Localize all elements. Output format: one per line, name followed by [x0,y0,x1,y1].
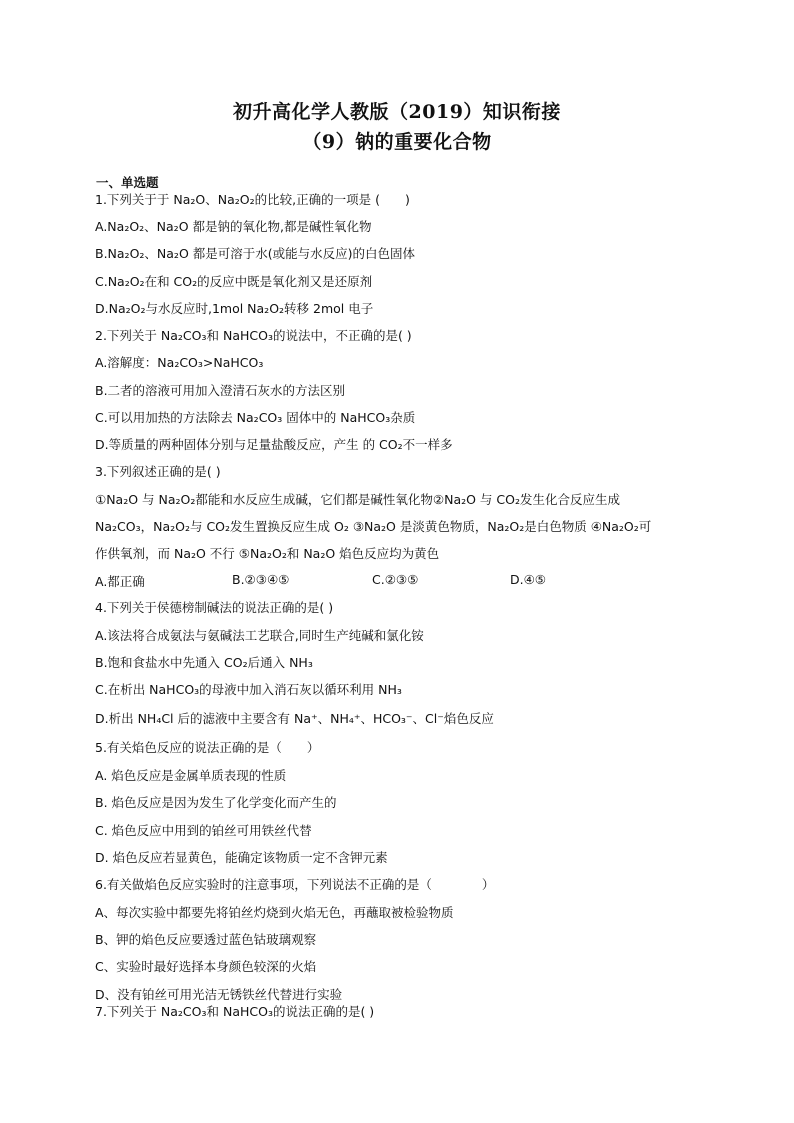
q1-stem: 1.下列关于于 Na₂O、Na₂O₂的比较,正确的一项是 ( ) [95,192,410,207]
q2-stem: 2.下列关于 Na₂CO₃和 NaHCO₃的说法中，不正确的是( ) [95,328,412,343]
q5-option-a: A. 焰色反应是金属单质表现的性质 [95,768,287,783]
q2-option-b: B.二者的溶液可用加入澄清石灰水的方法区别 [95,383,346,398]
q5-option-d: D. 焰色反应若显黄色，能确定该物质一定不含钾元素 [95,850,388,865]
q4-option-c: C.在析出 NaHCO₃的母液中加入消石灰以循环利用 NH₃ [95,682,402,697]
q5-stem: 5.有关焰色反应的说法正确的是（ ） [95,740,320,755]
q3-option-b: B.②③④⑤ [232,572,290,587]
q3-text-line-2: Na₂CO₃，Na₂O₂与 CO₂发生置换反应生成 O₂ ③Na₂O 是淡黄色物质，Na₂O₂是白色物质 ④Na₂O₂可 [95,519,652,534]
q3-option-a: A.都正确 [95,574,145,589]
q5-option-b: B. 焰色反应是因为发生了化学变化而产生的 [95,795,337,810]
q3-option-c: C.②③⑤ [372,572,419,587]
q4-stem: 4.下列关于侯德榜制碱法的说法正确的是( ) [95,600,334,615]
q1-option-d: D.Na₂O₂与水反应时,1mol Na₂O₂转移 2mol 电子 [95,301,374,316]
q1-option-c: C.Na₂O₂在和 CO₂的反应中既是氧化剂又是还原剂 [95,274,373,289]
q6-stem: 6.有关做焰色反应实验时的注意事项，下列说法不正确的是（ ） [95,877,495,892]
q3-text-line-1: ①Na₂O 与 Na₂O₂都能和水反应生成碱，它们都是碱性氧化物②Na₂O 与 CO₂发生化合反应生成 [95,492,620,507]
title-line-2: （9）钠的重要化合物 [302,131,492,153]
q3-option-d: D.④⑤ [510,572,547,587]
q6-option-d: D、没有铂丝可用光洁无锈铁丝代替进行实验 [95,987,343,1002]
q2-option-c: C.可以用加热的方法除去 Na₂CO₃ 固体中的 NaHCO₃杂质 [95,410,416,425]
q5-option-c: C. 焰色反应中用到的铂丝可用铁丝代替 [95,823,312,838]
q4-option-a: A.该法将合成氨法与氨碱法工艺联合,同时生产纯碱和氯化铵 [95,628,424,643]
q2-option-d: D.等质量的两种固体分别与足量盐酸反应，产生 的 CO₂不一样多 [95,437,453,452]
q6-option-c: C、实验时最好选择本身颜色较深的火焰 [95,959,317,974]
q3-stem: 3.下列叙述正确的是( ) [95,464,221,479]
section-heading: 一、单选题 [96,175,159,190]
q4-option-b: B.饱和食盐水中先通入 CO₂后通入 NH₃ [95,655,313,670]
q3-text-line-3: 作供氧剂，而 Na₂O 不行 ⑤Na₂O₂和 Na₂O 焰色反应均为黄色 [95,546,440,561]
q2-option-a: A.溶解度：Na₂CO₃>NaHCO₃ [95,355,264,370]
q6-option-a: A、每次实验中都要先将铂丝灼烧到火焰无色，再蘸取被检验物质 [95,905,454,920]
q4-option-d: D.析出 NH₄Cl 后的滤液中主要含有 Na⁺、NH₄⁺、HCO₃⁻、Cl⁻焰色反应 [95,711,494,726]
q6-option-b: B、钾的焰色反应要透过蓝色钴玻璃观察 [95,932,317,947]
q1-option-a: A.Na₂O₂、Na₂O 都是钠的氧化物,都是碱性氧化物 [95,219,372,234]
q1-option-b: B.Na₂O₂、Na₂O 都是可溶于水(或能与水反应)的白色固体 [95,246,416,261]
title-line-1: 初升高化学人教版（2019）知识衔接 [233,101,561,123]
q7-stem: 7.下列关于 Na₂CO₃和 NaHCO₃的说法正确的是( ) [95,1004,375,1019]
